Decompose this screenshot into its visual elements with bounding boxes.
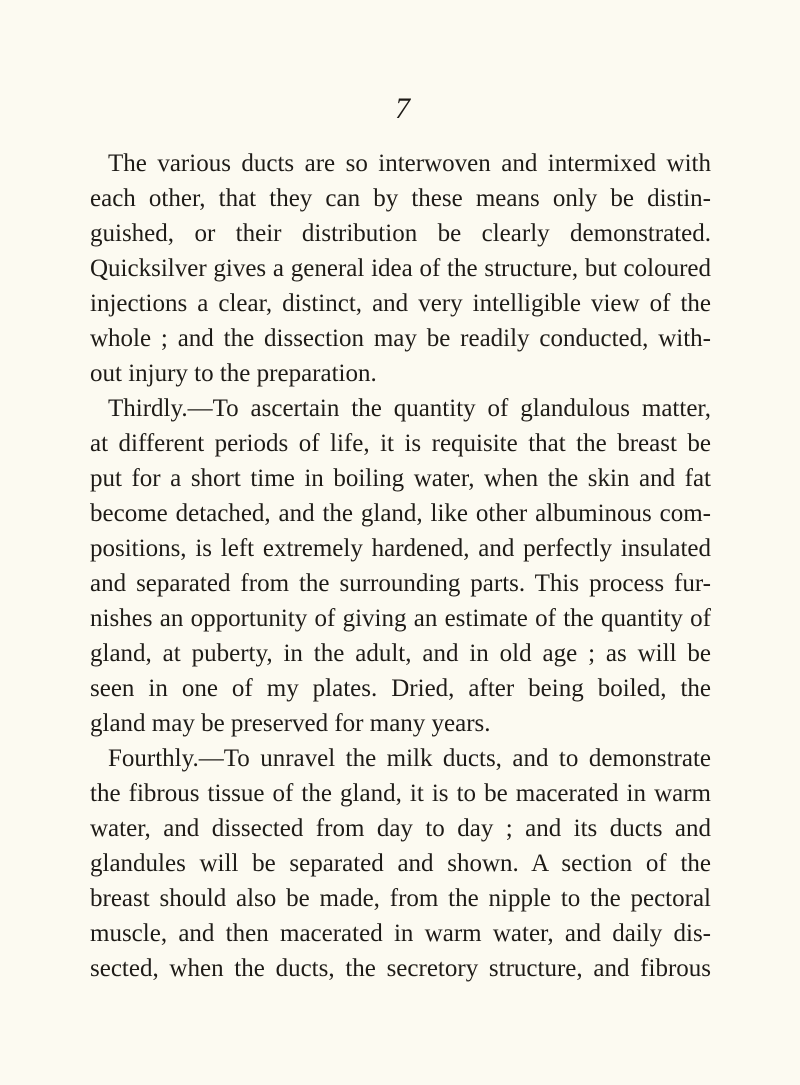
- text-line: water, and dissected from day to day ; and its ducts and: [90, 815, 711, 842]
- text-line: and separated from the surrounding parts. This process fur-: [90, 570, 711, 597]
- text-line: positions, is left extremely hardened, and perfectly insulated: [90, 535, 711, 562]
- text-line: Thirdly.—To ascertain the quantity of glandulous matter,: [108, 395, 711, 422]
- text-line: out injury to the preparation.: [90, 360, 377, 387]
- page-number: 7: [395, 92, 410, 125]
- text-line: Quicksilver gives a general idea of the structure, but coloured: [90, 255, 711, 282]
- text-line: put for a short time in boiling water, when the skin and fat: [90, 465, 711, 492]
- text-line: each other, that they can by these means only be distin-: [90, 185, 711, 212]
- body-text: [90, 146, 711, 986]
- text-line: gland may be preserved for many years.: [90, 710, 491, 737]
- text-line: gland, at puberty, in the adult, and in old age ; as will be: [90, 640, 711, 667]
- text-line: glandules will be separated and shown. A section of the: [90, 850, 711, 877]
- text-line: seen in one of my plates. Dried, after being boiled, the: [90, 675, 711, 702]
- text-line: The various ducts are so interwoven and intermixed with: [108, 150, 711, 177]
- text-line: breast should also be made, from the nipple to the pectoral: [90, 885, 711, 912]
- text-line: whole ; and the dissection may be readily conducted, with-: [90, 325, 711, 352]
- text-line: injections a clear, distinct, and very intelligible view of the: [90, 290, 711, 317]
- text-line: Fourthly.—To unravel the milk ducts, and to demonstrate: [108, 745, 711, 772]
- text-line: at different periods of life, it is requisite that the breast be: [90, 430, 711, 457]
- text-line: muscle, and then macerated in warm water, and daily dis-: [90, 920, 711, 947]
- text-line: become detached, and the gland, like other albuminous com-: [90, 500, 711, 527]
- text-line: nishes an opportunity of giving an estimate of the quantity of: [90, 605, 711, 632]
- text-line: guished, or their distribution be clearly demonstrated.: [90, 220, 711, 247]
- text-line: the fibrous tissue of the gland, it is to be macerated in warm: [90, 780, 711, 807]
- text-line: sected, when the ducts, the secretory structure, and fibrous: [90, 955, 711, 982]
